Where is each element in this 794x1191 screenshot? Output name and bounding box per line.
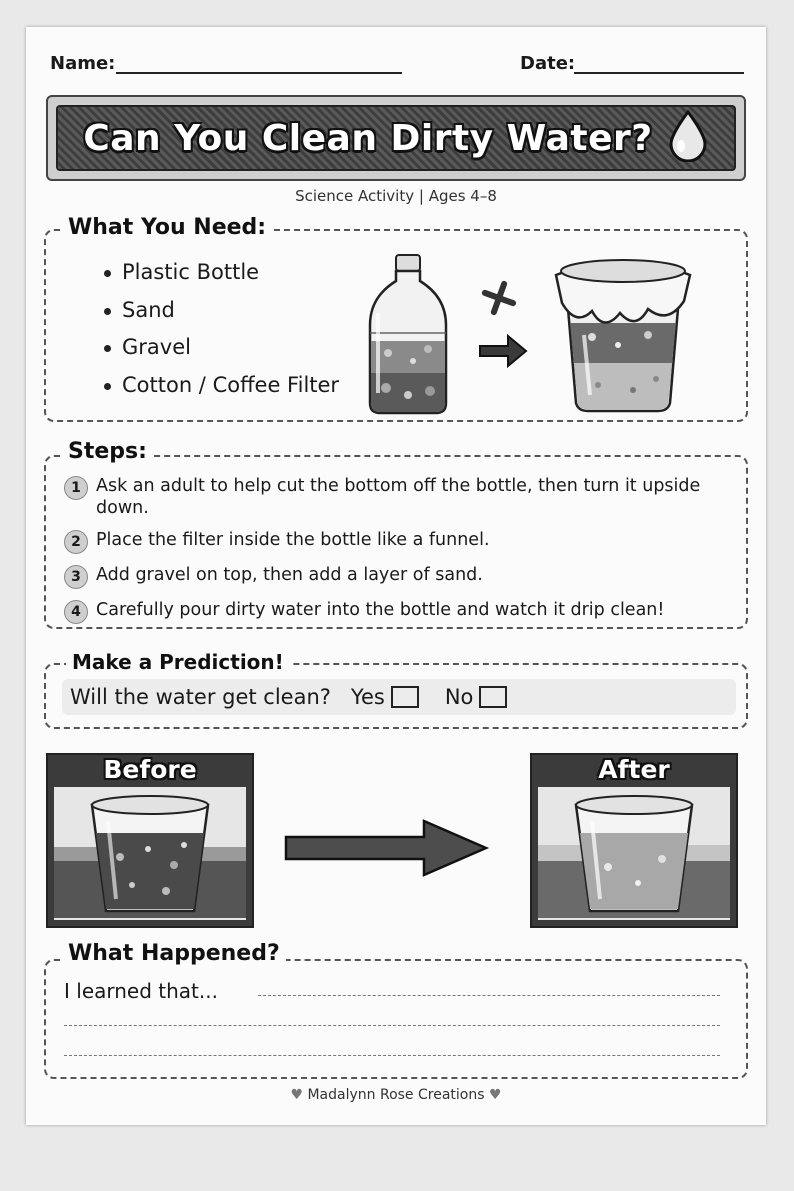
title-banner: [46, 95, 746, 181]
filter-cup-illustration: [548, 245, 698, 419]
clean-water-cup-illustration: [538, 787, 730, 920]
heart-icon: ♥: [488, 1087, 502, 1103]
results-section: [44, 959, 748, 1079]
date-label: Date:: [520, 53, 576, 74]
water-drop-icon: [667, 110, 709, 166]
steps-list: [64, 475, 744, 634]
page-title: Can You Clean Dirty Water?: [83, 117, 653, 159]
step-text: Place the filter inside the bottle like a funnel.: [96, 530, 490, 550]
materials-list: [102, 257, 339, 407]
answer-line[interactable]: [64, 1025, 720, 1026]
materials-item: Plastic Bottle: [102, 257, 339, 295]
name-field[interactable]: [116, 72, 402, 74]
materials-item: Sand: [102, 295, 339, 333]
step-number: 1: [64, 476, 88, 500]
step-item: [64, 475, 744, 519]
after-panel: [530, 753, 738, 928]
plus-icon: [480, 279, 518, 321]
materials-item: Gravel: [102, 332, 339, 370]
before-panel: [46, 753, 254, 928]
step-item: [64, 564, 744, 589]
prediction-question: Will the water get clean?: [70, 685, 331, 709]
footer-credit: Madalynn Rose Creations: [307, 1087, 485, 1103]
step-text: Carefully pour dirty water into the bottle and watch it drip clean!: [96, 600, 665, 620]
step-item: [64, 529, 744, 554]
step-text: Ask an adult to help cut the bottom off the bottle, then turn it upside down.: [96, 476, 701, 518]
materials-heading: What You Need:: [62, 215, 272, 241]
prediction-row: [62, 679, 736, 715]
steps-heading: Steps:: [62, 439, 153, 465]
date-field[interactable]: [574, 72, 744, 74]
answer-line[interactable]: [64, 1055, 720, 1056]
no-label: No: [444, 685, 474, 709]
dirty-water-cup-illustration: [54, 787, 246, 920]
yes-checkbox[interactable]: [391, 686, 419, 708]
prediction-heading: Make a Prediction!: [66, 649, 290, 675]
worksheet-page: [26, 27, 766, 1125]
no-checkbox[interactable]: [479, 686, 507, 708]
before-label: Before: [103, 755, 197, 784]
step-number: 2: [64, 530, 88, 554]
subtitle: Science Activity | Ages 4–8: [295, 187, 497, 205]
big-arrow-icon: [284, 817, 490, 883]
step-item: [64, 599, 744, 624]
learned-prompt: I learned that...: [64, 979, 218, 1003]
answer-line[interactable]: [258, 995, 720, 996]
step-number: 4: [64, 600, 88, 624]
after-label: After: [598, 755, 670, 784]
yes-label: Yes: [350, 685, 385, 709]
heart-icon: ♥: [290, 1087, 304, 1103]
plastic-bottle-illustration: [358, 253, 458, 422]
step-text: Add gravel on top, then add a layer of sand.: [96, 565, 483, 585]
name-label: Name:: [50, 53, 116, 74]
results-heading: What Happened?: [62, 941, 286, 967]
footer: [26, 1087, 766, 1103]
arrow-right-icon: [478, 333, 528, 373]
step-number: 3: [64, 565, 88, 589]
materials-item: Cotton / Coffee Filter: [102, 370, 339, 408]
